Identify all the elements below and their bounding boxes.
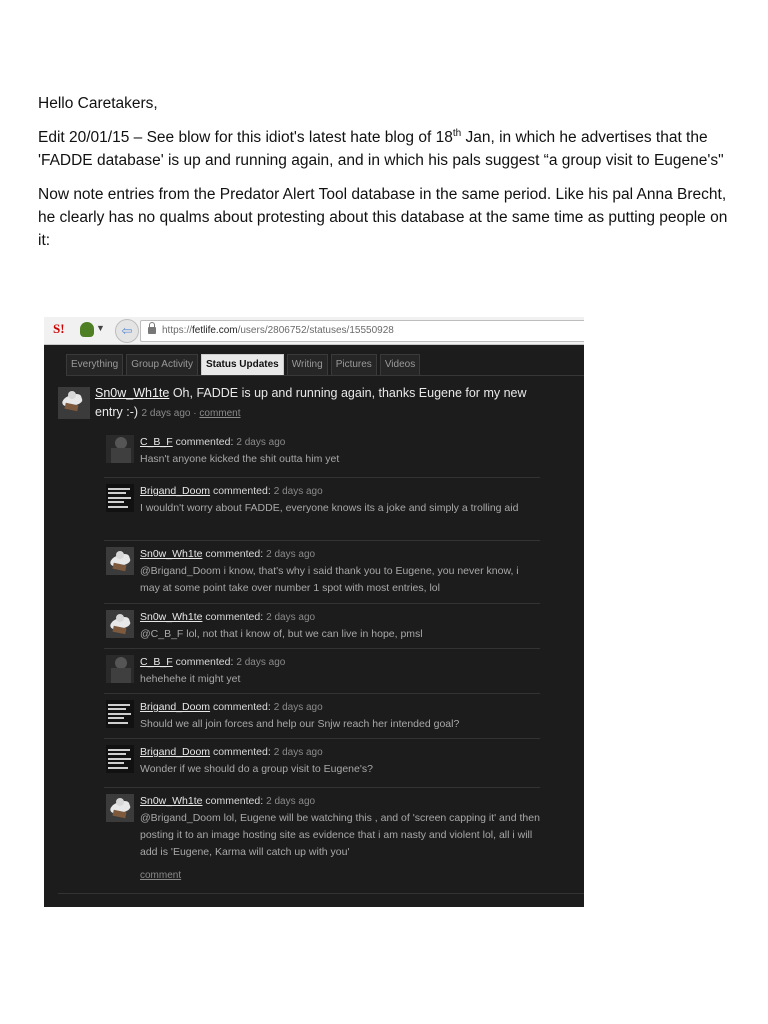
- comment-time: 2 days ago: [236, 657, 286, 668]
- comment-text: Wonder if we should do a group visit to Eugene's?: [140, 763, 373, 775]
- list-item: [104, 604, 540, 649]
- comment-username[interactable]: Brigand_Doom: [140, 701, 211, 713]
- feed-tabs: [66, 354, 423, 374]
- comment-verb: commented:: [210, 701, 271, 713]
- comment-verb: commented:: [210, 485, 271, 497]
- letter-text: [38, 92, 738, 263]
- addon-icon[interactable]: [80, 322, 94, 337]
- comment-verb: commented:: [202, 548, 264, 560]
- comment-time: 2 days ago: [273, 486, 323, 497]
- avatar[interactable]: [106, 745, 134, 773]
- url-scheme: https://: [162, 325, 193, 336]
- comment-time: 2 days ago: [266, 612, 316, 623]
- avatar[interactable]: [106, 435, 134, 463]
- avatar[interactable]: [106, 547, 134, 575]
- comment-username[interactable]: Brigand_Doom: [140, 485, 211, 497]
- comment-time: 2 days ago: [266, 796, 316, 807]
- greeting: Hello Caretakers,: [38, 95, 158, 112]
- comment-text: Hasn't anyone kicked the shit outta him yet: [140, 453, 340, 465]
- chevron-down-icon[interactable]: ▼: [96, 323, 105, 333]
- comment-time: 2 days ago: [273, 747, 323, 758]
- tab-pictures[interactable]: Pictures: [331, 354, 377, 376]
- status-username[interactable]: Sn0w_Wh1te: [95, 386, 170, 400]
- embedded-screenshot: [44, 317, 584, 907]
- comment-username[interactable]: Sn0w_Wh1te: [140, 795, 203, 807]
- tab-group-activity[interactable]: Group Activity: [126, 354, 198, 376]
- note-paragraph: Now note entries from the Predator Alert Tool database in the same period. Like his pal Anna Brecht, he clearly has no qualms about protesting about this database at the same time as putting people on it:: [38, 186, 728, 249]
- lock-icon: [148, 327, 156, 334]
- divider: [66, 375, 584, 376]
- stumbleupon-icon[interactable]: S!: [53, 321, 65, 336]
- status-text: [95, 384, 555, 423]
- avatar[interactable]: [106, 700, 134, 728]
- comment-verb: commented:: [202, 795, 264, 807]
- browser-toolbar: [44, 317, 584, 345]
- avatar[interactable]: [106, 484, 134, 512]
- status-meta: [142, 408, 241, 419]
- list-item: [104, 541, 540, 604]
- comment-text: I wouldn't worry about FADDE, everyone knows its a joke and simply a trolling aid: [140, 502, 519, 514]
- comment-username[interactable]: C_B_F: [140, 656, 173, 668]
- meta-separator: ·: [193, 408, 197, 419]
- list-item: [104, 739, 540, 788]
- comment-text: @C_B_F lol, not that i know of, but we can live in hope, pmsl: [140, 628, 423, 640]
- comment-username[interactable]: C_B_F: [140, 436, 173, 448]
- comment-time: 2 days ago: [266, 549, 316, 560]
- list-item: [104, 649, 540, 694]
- url-host: fetlife.com: [192, 325, 238, 336]
- status-time: 2 days ago: [141, 408, 191, 419]
- list-item: [104, 694, 540, 739]
- list-item: [104, 788, 540, 860]
- avatar[interactable]: [58, 387, 90, 419]
- status-message: Oh, FADDE is up and running again, thanks Eugene for my new entry :-): [95, 386, 527, 419]
- address-bar[interactable]: [140, 320, 584, 342]
- comment-verb: commented:: [172, 656, 234, 668]
- ordinal-suffix: th: [452, 127, 462, 139]
- comment-link[interactable]: comment: [140, 870, 182, 881]
- status-comment-link[interactable]: comment: [199, 408, 241, 419]
- tab-everything[interactable]: Everything: [66, 354, 123, 376]
- avatar[interactable]: [106, 655, 134, 683]
- comment-username[interactable]: Sn0w_Wh1te: [140, 548, 203, 560]
- comment-time: 2 days ago: [273, 702, 323, 713]
- back-button[interactable]: ⇦: [115, 319, 139, 343]
- url-path: /users/2806752/statuses/15550928: [237, 325, 394, 336]
- comment-verb: commented:: [202, 611, 264, 623]
- avatar[interactable]: [106, 610, 134, 638]
- list-item: [104, 478, 540, 541]
- comment-time: 2 days ago: [236, 437, 286, 448]
- comment-list: [104, 429, 540, 860]
- comment-username[interactable]: Sn0w_Wh1te: [140, 611, 203, 623]
- edit-text-end: Jan, in which he advertises that the 'FADDE database' is up and running again, and in which his pals suggest “a group visit to Eugene's": [38, 129, 724, 169]
- comment-text: hehehehe it might yet: [140, 673, 241, 685]
- tab-status-updates[interactable]: Status Updates: [201, 354, 284, 376]
- edit-paragraph: [38, 126, 738, 172]
- tab-writing[interactable]: Writing: [287, 354, 328, 376]
- comment-verb: commented:: [210, 746, 271, 758]
- comment-text: @Brigand_Doom i know, that's why i said thank you to Eugene, you never know, i may at some point take over number 1 spot with most entries, lol: [140, 565, 519, 594]
- list-item: [104, 429, 540, 478]
- avatar[interactable]: [106, 794, 134, 822]
- edit-text-start: Edit 20/01/15 – See blow for this idiot's latest hate blog of 18: [38, 129, 453, 146]
- comment-text: @Brigand_Doom lol, Eugene will be watching this , and of 'screen capping it' and then posting it to an image hosting site as evidence that i am nasty and violent lol, all i will add is 'Eugene, Karma will catch up with you': [140, 812, 540, 858]
- comment-verb: commented:: [172, 436, 234, 448]
- comment-username[interactable]: Brigand_Doom: [140, 746, 211, 758]
- tab-videos[interactable]: Videos: [380, 354, 420, 376]
- divider: [58, 893, 584, 894]
- comment-text: Should we all join forces and help our Snjw reach her intended goal?: [140, 718, 460, 730]
